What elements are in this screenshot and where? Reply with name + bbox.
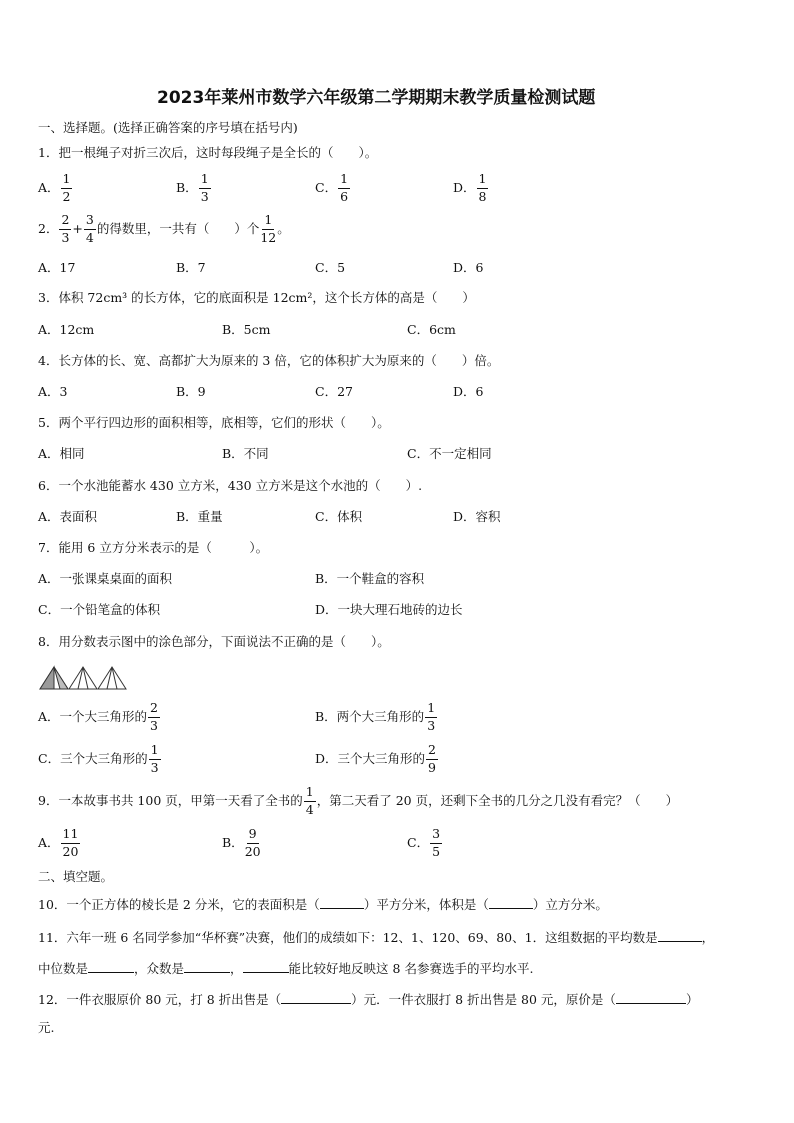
question-text: 10．一个正方体的棱长是 2 分米，它的表面积是（ — [38, 897, 320, 912]
fraction-numerator: 1 — [304, 786, 316, 802]
question-text: ） — [685, 992, 699, 1007]
section-heading-fill: 二、填空题。 — [38, 869, 114, 884]
fraction — [426, 744, 438, 774]
fraction-numerator: 1 — [61, 173, 73, 189]
fraction — [430, 828, 442, 858]
question-4-option-c: C．27 — [315, 384, 353, 399]
fraction — [260, 214, 276, 244]
question-5-stem: 5．两个平行四边形的面积相等，底相等，它们的形状（ ）。 — [38, 415, 390, 430]
question-6-stem: 6．一个水池能蓄水 430 立方米，430 立方米是这个水池的（ ）. — [38, 478, 423, 493]
question-5-option-b: B．不同 — [222, 446, 269, 461]
option-label: C． — [407, 834, 430, 850]
fraction-numerator: 2 — [426, 744, 438, 760]
question-2-option-d: D．6 — [453, 260, 484, 275]
fraction — [61, 173, 73, 203]
option-label: A． — [38, 179, 60, 195]
question-5-option-a: A．相同 — [38, 446, 85, 461]
fraction — [84, 214, 96, 244]
fraction-denominator: 3 — [150, 717, 158, 733]
fraction-denominator: 4 — [305, 801, 314, 817]
question-text: 12．一件衣服原价 80 元，打 8 折出售是（ — [38, 992, 282, 1007]
answer-blank[interactable] — [184, 960, 230, 973]
question-text: 能比较好地反映这 8 名参赛选手的平均水平. — [288, 961, 534, 976]
fraction — [149, 744, 161, 774]
question-1-option-c — [315, 173, 351, 203]
question-7-option-a: A．一张课桌桌面的面积 — [38, 571, 173, 586]
question-11-line-2 — [38, 960, 533, 976]
question-2-option-c: C．5 — [315, 260, 346, 275]
question-6-option-c: C．体积 — [315, 509, 363, 524]
question-7-option-c: C．一个铅笔盒的体积 — [38, 602, 161, 617]
fraction-denominator: 2 — [62, 188, 71, 204]
question-8-stem: 8．用分数表示图中的涂色部分，下面说法不正确的是（ ）。 — [38, 634, 390, 649]
fraction — [59, 214, 71, 244]
question-4-stem: 4．长方体的长、宽、高都扩大为原来的 3 倍，它的体积扩大为原来的（ ）倍。 — [38, 353, 500, 368]
question-12-line-1 — [38, 991, 698, 1007]
fraction-denominator: 9 — [428, 759, 436, 775]
answer-blank[interactable] — [88, 960, 134, 973]
fraction-denominator: 3 — [150, 759, 159, 775]
question-text: ）立方分米。 — [532, 897, 608, 912]
question-3-stem: 3．体积 72cm³ 的长方体，它的底面积是 12cm²，这个长方体的高是（ ） — [38, 290, 475, 305]
triangles-figure — [38, 665, 130, 691]
question-5-option-c: C．不一定相同 — [407, 446, 492, 461]
fraction-numerator: 3 — [84, 214, 96, 230]
option-label: C． — [315, 179, 338, 195]
question-text: ， — [230, 961, 243, 976]
fraction — [338, 173, 350, 203]
fraction-numerator: 3 — [430, 828, 442, 844]
question-text: ）平方分米，体积是（ — [363, 897, 489, 912]
question-text: ， — [701, 930, 715, 945]
question-6-option-b: B．重量 — [176, 509, 223, 524]
fraction-numerator: 11 — [61, 828, 81, 844]
answer-blank[interactable] — [658, 929, 702, 942]
fraction-denominator: 12 — [260, 229, 277, 245]
question-6-option-a: A．表面积 — [38, 509, 98, 524]
question-8-option-d — [315, 744, 439, 774]
fraction-numerator: 1 — [149, 744, 161, 760]
question-4-option-b: B．9 — [176, 384, 206, 399]
fraction-denominator: 3 — [427, 717, 436, 733]
question-4-option-d: D．6 — [453, 384, 484, 399]
question-2-option-b: B．7 — [176, 260, 206, 275]
question-3-option-b: B．5cm — [222, 322, 271, 337]
question-2-option-a: A．17 — [38, 260, 76, 275]
question-12-line-2: 元. — [38, 1020, 55, 1035]
question-7-stem: 7．能用 6 立方分米表示的是（ ）。 — [38, 540, 269, 555]
question-7-option-d: D．一块大理石地砖的边长 — [315, 602, 463, 617]
question-text: 的得数里，一共有（ ）个 — [96, 220, 260, 236]
question-text: 9．一本故事书共 100 页，甲第一天看了全书的 — [38, 792, 303, 808]
question-1-option-b — [176, 173, 212, 203]
option-text: D．三个大三角形的 — [315, 750, 426, 766]
fraction-denominator: 3 — [200, 188, 209, 204]
question-8-option-a — [38, 702, 161, 732]
question-2-stem — [38, 214, 290, 244]
question-8-option-b — [315, 702, 438, 732]
answer-blank[interactable] — [281, 991, 351, 1004]
fraction-numerator: 1 — [262, 214, 274, 230]
option-label: D． — [453, 179, 476, 195]
fraction-denominator: 4 — [85, 229, 94, 245]
plus-sign: + — [72, 220, 83, 236]
option-text: C．三个大三角形的 — [38, 750, 148, 766]
fraction — [304, 786, 316, 816]
option-label: B． — [222, 834, 244, 850]
fraction-numerator: 1 — [199, 173, 211, 189]
fraction-numerator: 1 — [477, 173, 489, 189]
fraction — [148, 702, 160, 732]
option-label: B． — [176, 179, 198, 195]
fraction-numerator: 2 — [59, 214, 71, 230]
question-9-stem — [38, 786, 678, 816]
question-1-stem: 1．把一根绳子对折三次后，这时每段绳子是全长的（ ）。 — [38, 145, 378, 160]
option-text: A．一个大三角形的 — [38, 708, 148, 724]
option-label: A． — [38, 834, 60, 850]
question-4-option-a: A．3 — [38, 384, 68, 399]
question-9-option-c — [407, 828, 443, 858]
fraction-denominator: 8 — [478, 188, 487, 204]
answer-blank[interactable] — [616, 991, 686, 1004]
fraction-numerator: 9 — [247, 828, 259, 844]
question-1-option-a — [38, 173, 73, 203]
fraction-numerator: 1 — [338, 173, 350, 189]
question-11-line-1 — [38, 929, 714, 945]
question-3-option-c: C．6cm — [407, 322, 456, 337]
question-text: ，第二天看了 20 页，还剩下全书的几分之几没有看完？（ ） — [316, 792, 679, 808]
question-8-option-c — [38, 744, 162, 774]
fraction-numerator: 1 — [425, 702, 437, 718]
question-3-option-a: A．12cm — [38, 322, 95, 337]
question-6-option-d: D．容积 — [453, 509, 501, 524]
answer-blank[interactable] — [320, 896, 364, 909]
fraction-denominator: 20 — [244, 843, 261, 859]
question-number: 2． — [38, 220, 59, 236]
section-heading-choice: 一、选择题。(选择正确答案的序号填在括号内) — [38, 120, 298, 135]
fraction — [425, 702, 437, 732]
question-text: 中位数是 — [38, 961, 89, 976]
question-text: ）元．一件衣服打 8 折出售是 80 元，原价是（ — [351, 992, 616, 1007]
question-1-option-d — [453, 173, 489, 203]
question-text: ，众数是 — [134, 961, 185, 976]
question-7-option-b: B．一个鞋盒的容积 — [315, 571, 425, 586]
question-10 — [38, 896, 608, 912]
answer-blank[interactable] — [489, 896, 533, 909]
answer-blank[interactable] — [243, 960, 289, 973]
fraction — [61, 828, 81, 858]
question-9-option-a — [38, 828, 81, 858]
fraction — [245, 828, 261, 858]
fraction-denominator: 5 — [432, 843, 441, 859]
fraction-denominator: 3 — [61, 229, 70, 245]
question-9-option-b — [222, 828, 262, 858]
fraction — [477, 173, 489, 203]
page-title: 2023年莱州市数学六年级第二学期期末教学质量检测试题 — [157, 88, 596, 108]
fraction — [199, 173, 211, 203]
fraction-denominator: 6 — [340, 188, 349, 204]
fraction-denominator: 20 — [62, 843, 79, 859]
option-text: B．两个大三角形的 — [315, 708, 425, 724]
shaded-region — [40, 667, 54, 689]
fraction-numerator: 2 — [148, 702, 160, 718]
question-text: 11．六年一班 6 名同学参加“华杯赛”决赛，他们的成绩如下：12、1、120、69、80、1．这组数据的平均数是 — [38, 930, 658, 945]
question-text: 。 — [277, 220, 290, 236]
